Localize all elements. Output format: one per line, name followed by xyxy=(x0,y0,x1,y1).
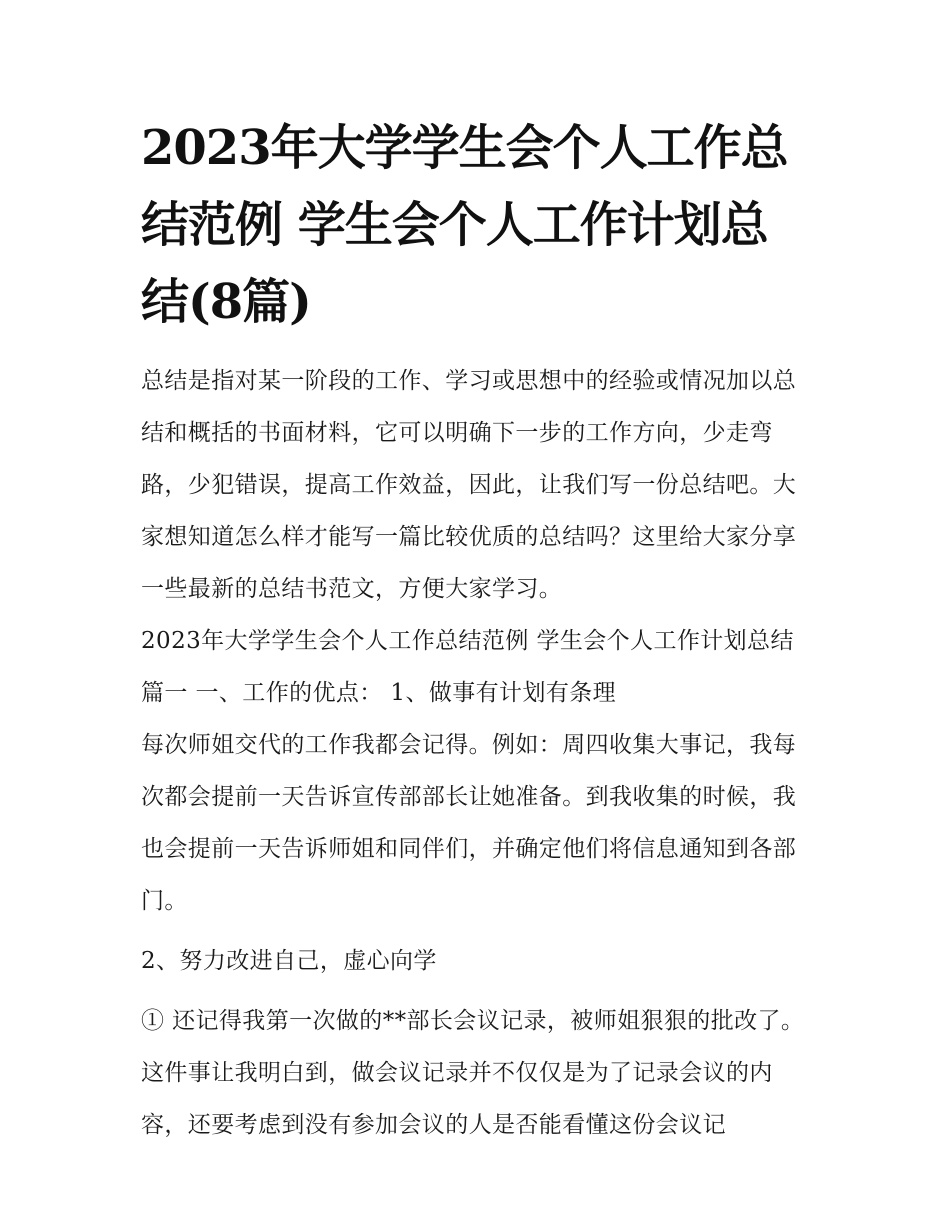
intro-paragraph: 总结是指对某一阶段的工作、学习或思想中的经验或情况加以总结和概括的书面材料，它可以明确下一步的工作方向，少走弯路，少犯错误，提高工作效益，因此，让我们写一份总结吧。大家想知道怎么样才能写一篇比较优质的总结吗？这里给大家分享一些最新的总结书范文，方便大家学习。 xyxy=(141,368,797,602)
point-heading-paragraph: 2、努力改进自己，虚心向学 xyxy=(141,948,437,974)
body-paragraph: ① 还记得我第一次做的**部长会议记录，被师姐狠狠的批改了。这件事让我明白到，做会议记录并不仅仅是为了记录会议的内容，还要考虑到没有参加会议的人是否能看懂这份会议记 xyxy=(141,1008,805,1138)
document-content xyxy=(141,110,811,1151)
document-title: 2023年大学学生会个人工作总结范例 学生会个人工作计划总结(8篇) xyxy=(141,120,788,330)
body-paragraph: 每次师姐交代的工作我都会记得。例如：周四收集大事记，我每次都会提前一天告诉宣传部部长让她准备。到我收集的时候，我也会提前一天告诉师姐和同伴们，并确定他们将信息通知到各部门。 xyxy=(141,732,797,914)
section-heading-paragraph: 2023年大学学生会个人工作总结范例 学生会个人工作计划总结篇一 一、工作的优点： 1、做事有计划有条理 xyxy=(141,628,794,706)
